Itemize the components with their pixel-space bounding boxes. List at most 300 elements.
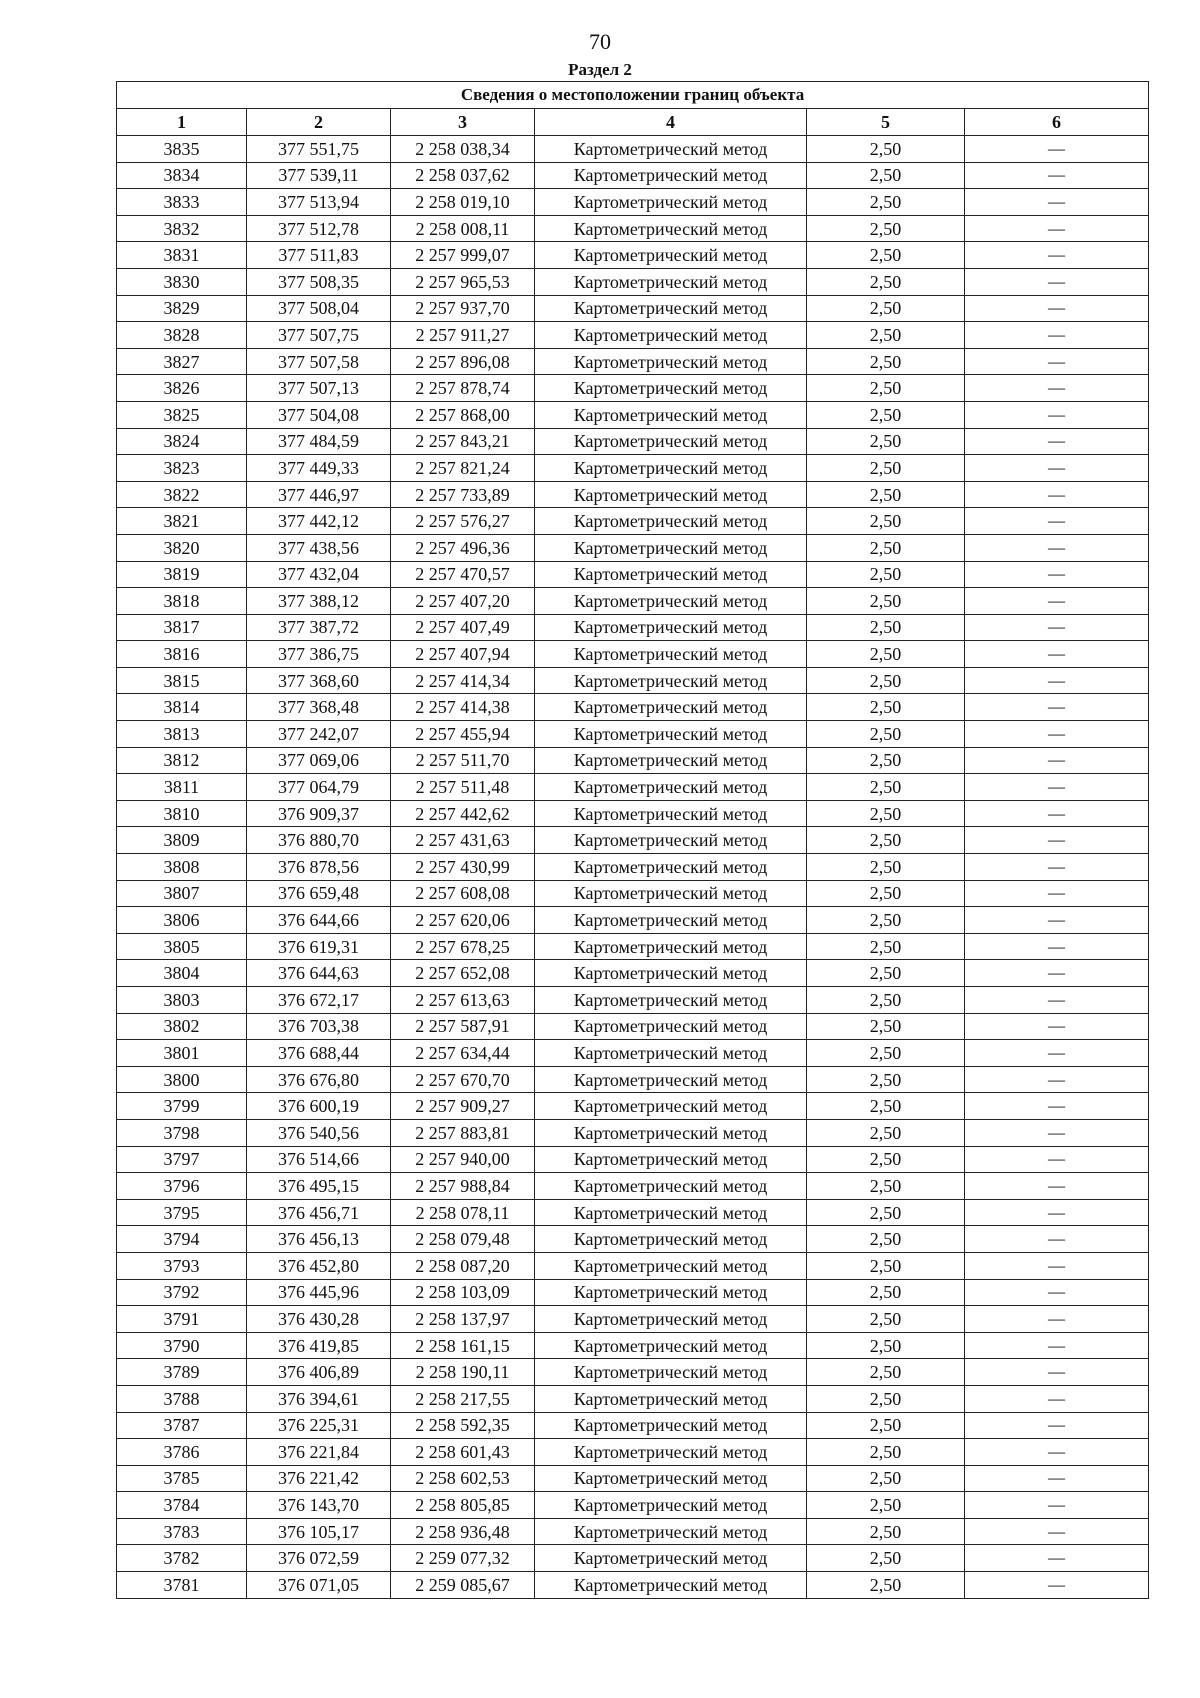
y-coordinate-cell: 2 257 678,25	[391, 933, 535, 960]
y-coordinate-cell: 2 257 937,70	[391, 295, 535, 322]
description-cell: —	[965, 189, 1149, 216]
point-number-cell: 3829	[117, 295, 247, 322]
accuracy-cell: 2,50	[807, 401, 965, 428]
method-cell: Картометрический метод	[535, 1332, 807, 1359]
x-coordinate-cell: 376 878,56	[247, 854, 391, 881]
y-coordinate-cell: 2 257 652,08	[391, 960, 535, 987]
y-coordinate-cell: 2 257 911,27	[391, 322, 535, 349]
accuracy-cell: 2,50	[807, 1279, 965, 1306]
table-row	[117, 721, 1149, 748]
method-cell: Картометрический метод	[535, 268, 807, 295]
point-number-cell: 3806	[117, 907, 247, 934]
description-cell: —	[965, 667, 1149, 694]
table-row	[117, 1146, 1149, 1173]
accuracy-cell: 2,50	[807, 960, 965, 987]
y-coordinate-cell: 2 258 161,15	[391, 1332, 535, 1359]
table-row	[117, 1545, 1149, 1572]
table-row	[117, 933, 1149, 960]
y-coordinate-cell: 2 257 733,89	[391, 481, 535, 508]
point-number-cell: 3830	[117, 268, 247, 295]
point-number-cell: 3809	[117, 827, 247, 854]
description-cell: —	[965, 1518, 1149, 1545]
accuracy-cell: 2,50	[807, 534, 965, 561]
point-number-cell: 3808	[117, 854, 247, 881]
x-coordinate-cell: 376 703,38	[247, 1013, 391, 1040]
y-coordinate-cell: 2 258 602,53	[391, 1465, 535, 1492]
x-coordinate-cell: 376 143,70	[247, 1492, 391, 1519]
y-coordinate-cell: 2 259 085,67	[391, 1572, 535, 1599]
x-coordinate-cell: 377 507,58	[247, 348, 391, 375]
point-number-cell: 3805	[117, 933, 247, 960]
accuracy-cell: 2,50	[807, 1465, 965, 1492]
x-coordinate-cell: 377 368,48	[247, 694, 391, 721]
method-cell: Картометрический метод	[535, 508, 807, 535]
accuracy-cell: 2,50	[807, 1066, 965, 1093]
table-row	[117, 614, 1149, 641]
accuracy-cell: 2,50	[807, 1439, 965, 1466]
x-coordinate-cell: 377 386,75	[247, 641, 391, 668]
method-cell: Картометрический метод	[535, 162, 807, 189]
table-row	[117, 1465, 1149, 1492]
y-coordinate-cell: 2 257 576,27	[391, 508, 535, 535]
table-row	[117, 1040, 1149, 1067]
table-row	[117, 588, 1149, 615]
description-cell: —	[965, 561, 1149, 588]
x-coordinate-cell: 377 242,07	[247, 721, 391, 748]
description-cell: —	[965, 588, 1149, 615]
y-coordinate-cell: 2 257 407,49	[391, 614, 535, 641]
method-cell: Картометрический метод	[535, 1066, 807, 1093]
y-coordinate-cell: 2 258 008,11	[391, 215, 535, 242]
method-cell: Картометрический метод	[535, 987, 807, 1014]
column-header: 4	[535, 109, 807, 136]
description-cell: —	[965, 1465, 1149, 1492]
table-row	[117, 534, 1149, 561]
point-number-cell: 3833	[117, 189, 247, 216]
description-cell: —	[965, 987, 1149, 1014]
method-cell: Картометрический метод	[535, 136, 807, 163]
point-number-cell: 3792	[117, 1279, 247, 1306]
table-row	[117, 1173, 1149, 1200]
method-cell: Картометрический метод	[535, 401, 807, 428]
y-coordinate-cell: 2 257 988,84	[391, 1173, 535, 1200]
method-cell: Картометрический метод	[535, 854, 807, 881]
accuracy-cell: 2,50	[807, 1040, 965, 1067]
point-number-cell: 3795	[117, 1199, 247, 1226]
accuracy-cell: 2,50	[807, 774, 965, 801]
method-cell: Картометрический метод	[535, 1306, 807, 1333]
y-coordinate-cell: 2 258 190,11	[391, 1359, 535, 1386]
description-cell: —	[965, 1439, 1149, 1466]
y-coordinate-cell: 2 257 511,70	[391, 747, 535, 774]
x-coordinate-cell: 376 430,28	[247, 1306, 391, 1333]
accuracy-cell: 2,50	[807, 694, 965, 721]
y-coordinate-cell: 2 257 999,07	[391, 242, 535, 269]
y-coordinate-cell: 2 257 430,99	[391, 854, 535, 881]
accuracy-cell: 2,50	[807, 268, 965, 295]
y-coordinate-cell: 2 257 587,91	[391, 1013, 535, 1040]
x-coordinate-cell: 377 508,35	[247, 268, 391, 295]
point-number-cell: 3785	[117, 1465, 247, 1492]
x-coordinate-cell: 377 069,06	[247, 747, 391, 774]
table-row	[117, 667, 1149, 694]
accuracy-cell: 2,50	[807, 1492, 965, 1519]
method-cell: Картометрический метод	[535, 1040, 807, 1067]
point-number-cell: 3827	[117, 348, 247, 375]
x-coordinate-cell: 376 540,56	[247, 1119, 391, 1146]
y-coordinate-cell: 2 258 137,97	[391, 1306, 535, 1333]
point-number-cell: 3793	[117, 1252, 247, 1279]
x-coordinate-cell: 376 514,66	[247, 1146, 391, 1173]
point-number-cell: 3798	[117, 1119, 247, 1146]
accuracy-cell: 2,50	[807, 1332, 965, 1359]
accuracy-cell: 2,50	[807, 641, 965, 668]
accuracy-cell: 2,50	[807, 800, 965, 827]
y-coordinate-cell: 2 257 843,21	[391, 428, 535, 455]
method-cell: Картометрический метод	[535, 1359, 807, 1386]
method-cell: Картометрический метод	[535, 1226, 807, 1253]
description-cell: —	[965, 641, 1149, 668]
table-caption: Сведения о местоположении границ объекта	[117, 82, 1149, 109]
description-cell: —	[965, 827, 1149, 854]
table-row	[117, 1199, 1149, 1226]
method-cell: Картометрический метод	[535, 747, 807, 774]
point-number-cell: 3823	[117, 455, 247, 482]
point-number-cell: 3781	[117, 1572, 247, 1599]
accuracy-cell: 2,50	[807, 721, 965, 748]
y-coordinate-cell: 2 257 909,27	[391, 1093, 535, 1120]
accuracy-cell: 2,50	[807, 481, 965, 508]
method-cell: Картометрический метод	[535, 667, 807, 694]
description-cell: —	[965, 1359, 1149, 1386]
y-coordinate-cell: 2 257 511,48	[391, 774, 535, 801]
y-coordinate-cell: 2 257 821,24	[391, 455, 535, 482]
x-coordinate-cell: 376 456,13	[247, 1226, 391, 1253]
y-coordinate-cell: 2 257 496,36	[391, 534, 535, 561]
accuracy-cell: 2,50	[807, 322, 965, 349]
point-number-cell: 3804	[117, 960, 247, 987]
table-row	[117, 694, 1149, 721]
y-coordinate-cell: 2 257 868,00	[391, 401, 535, 428]
point-number-cell: 3784	[117, 1492, 247, 1519]
column-header: 3	[391, 109, 535, 136]
table-row	[117, 348, 1149, 375]
x-coordinate-cell: 376 688,44	[247, 1040, 391, 1067]
table-row	[117, 1385, 1149, 1412]
accuracy-cell: 2,50	[807, 428, 965, 455]
point-number-cell: 3796	[117, 1173, 247, 1200]
table-row	[117, 1572, 1149, 1599]
description-cell: —	[965, 747, 1149, 774]
method-cell: Картометрический метод	[535, 348, 807, 375]
accuracy-cell: 2,50	[807, 295, 965, 322]
y-coordinate-cell: 2 258 592,35	[391, 1412, 535, 1439]
accuracy-cell: 2,50	[807, 136, 965, 163]
description-cell: —	[965, 1252, 1149, 1279]
y-coordinate-cell: 2 257 608,08	[391, 880, 535, 907]
method-cell: Картометрический метод	[535, 375, 807, 402]
description-cell: —	[965, 1279, 1149, 1306]
method-cell: Картометрический метод	[535, 614, 807, 641]
description-cell: —	[965, 694, 1149, 721]
method-cell: Картометрический метод	[535, 1146, 807, 1173]
description-cell: —	[965, 1040, 1149, 1067]
y-coordinate-cell: 2 257 470,57	[391, 561, 535, 588]
table-row	[117, 880, 1149, 907]
x-coordinate-cell: 377 446,97	[247, 481, 391, 508]
table-row	[117, 1439, 1149, 1466]
method-cell: Картометрический метод	[535, 1412, 807, 1439]
accuracy-cell: 2,50	[807, 1146, 965, 1173]
table-row	[117, 401, 1149, 428]
description-cell: —	[965, 268, 1149, 295]
description-cell: —	[965, 1492, 1149, 1519]
point-number-cell: 3812	[117, 747, 247, 774]
y-coordinate-cell: 2 257 414,38	[391, 694, 535, 721]
accuracy-cell: 2,50	[807, 614, 965, 641]
x-coordinate-cell: 377 432,04	[247, 561, 391, 588]
method-cell: Картометрический метод	[535, 1173, 807, 1200]
x-coordinate-cell: 377 438,56	[247, 534, 391, 561]
point-number-cell: 3825	[117, 401, 247, 428]
method-cell: Картометрический метод	[535, 721, 807, 748]
x-coordinate-cell: 377 387,72	[247, 614, 391, 641]
table-row	[117, 508, 1149, 535]
accuracy-cell: 2,50	[807, 1013, 965, 1040]
method-cell: Картометрический метод	[535, 880, 807, 907]
point-number-cell: 3807	[117, 880, 247, 907]
accuracy-cell: 2,50	[807, 1199, 965, 1226]
table-row	[117, 322, 1149, 349]
accuracy-cell: 2,50	[807, 1252, 965, 1279]
method-cell: Картометрический метод	[535, 774, 807, 801]
x-coordinate-cell: 377 539,11	[247, 162, 391, 189]
table-row	[117, 189, 1149, 216]
table-row	[117, 136, 1149, 163]
column-header: 6	[965, 109, 1149, 136]
table-row	[117, 162, 1149, 189]
x-coordinate-cell: 376 071,05	[247, 1572, 391, 1599]
method-cell: Картометрический метод	[535, 1199, 807, 1226]
column-header: 1	[117, 109, 247, 136]
table-row	[117, 1306, 1149, 1333]
table-row	[117, 295, 1149, 322]
x-coordinate-cell: 377 512,78	[247, 215, 391, 242]
point-number-cell: 3816	[117, 641, 247, 668]
y-coordinate-cell: 2 257 613,63	[391, 987, 535, 1014]
method-cell: Картометрический метод	[535, 215, 807, 242]
x-coordinate-cell: 376 105,17	[247, 1518, 391, 1545]
y-coordinate-cell: 2 258 936,48	[391, 1518, 535, 1545]
method-cell: Картометрический метод	[535, 907, 807, 934]
description-cell: —	[965, 1332, 1149, 1359]
x-coordinate-cell: 377 511,83	[247, 242, 391, 269]
accuracy-cell: 2,50	[807, 508, 965, 535]
x-coordinate-cell: 376 909,37	[247, 800, 391, 827]
point-number-cell: 3790	[117, 1332, 247, 1359]
y-coordinate-cell: 2 257 442,62	[391, 800, 535, 827]
y-coordinate-cell: 2 257 414,34	[391, 667, 535, 694]
description-cell: —	[965, 375, 1149, 402]
point-number-cell: 3835	[117, 136, 247, 163]
description-cell: —	[965, 880, 1149, 907]
table-row	[117, 800, 1149, 827]
y-coordinate-cell: 2 258 805,85	[391, 1492, 535, 1519]
y-coordinate-cell: 2 257 883,81	[391, 1119, 535, 1146]
x-coordinate-cell: 377 064,79	[247, 774, 391, 801]
method-cell: Картометрический метод	[535, 189, 807, 216]
method-cell: Картометрический метод	[535, 827, 807, 854]
point-number-cell: 3791	[117, 1306, 247, 1333]
x-coordinate-cell: 376 221,42	[247, 1465, 391, 1492]
accuracy-cell: 2,50	[807, 1412, 965, 1439]
description-cell: —	[965, 960, 1149, 987]
table-row	[117, 960, 1149, 987]
point-number-cell: 3787	[117, 1412, 247, 1439]
y-coordinate-cell: 2 258 038,34	[391, 136, 535, 163]
table-header-row	[117, 109, 1149, 136]
y-coordinate-cell: 2 258 601,43	[391, 1439, 535, 1466]
description-cell: —	[965, 1173, 1149, 1200]
y-coordinate-cell: 2 258 087,20	[391, 1252, 535, 1279]
method-cell: Картометрический метод	[535, 1518, 807, 1545]
x-coordinate-cell: 376 495,15	[247, 1173, 391, 1200]
accuracy-cell: 2,50	[807, 667, 965, 694]
point-number-cell: 3813	[117, 721, 247, 748]
x-coordinate-cell: 377 504,08	[247, 401, 391, 428]
table-row	[117, 1492, 1149, 1519]
table-row	[117, 455, 1149, 482]
y-coordinate-cell: 2 258 217,55	[391, 1385, 535, 1412]
y-coordinate-cell: 2 257 455,94	[391, 721, 535, 748]
accuracy-cell: 2,50	[807, 1226, 965, 1253]
method-cell: Картометрический метод	[535, 1439, 807, 1466]
description-cell: —	[965, 933, 1149, 960]
x-coordinate-cell: 376 452,80	[247, 1252, 391, 1279]
section-title: Раздел 2	[568, 60, 632, 79]
table-row	[117, 907, 1149, 934]
table-row	[117, 774, 1149, 801]
method-cell: Картометрический метод	[535, 1252, 807, 1279]
accuracy-cell: 2,50	[807, 907, 965, 934]
accuracy-cell: 2,50	[807, 215, 965, 242]
description-cell: —	[965, 1146, 1149, 1173]
description-cell: —	[965, 1093, 1149, 1120]
method-cell: Картометрический метод	[535, 1545, 807, 1572]
description-cell: —	[965, 455, 1149, 482]
accuracy-cell: 2,50	[807, 827, 965, 854]
column-header: 2	[247, 109, 391, 136]
method-cell: Картометрический метод	[535, 1385, 807, 1412]
point-number-cell: 3815	[117, 667, 247, 694]
description-cell: —	[965, 1013, 1149, 1040]
x-coordinate-cell: 376 676,80	[247, 1066, 391, 1093]
y-coordinate-cell: 2 259 077,32	[391, 1545, 535, 1572]
point-number-cell: 3834	[117, 162, 247, 189]
point-number-cell: 3817	[117, 614, 247, 641]
table-row	[117, 481, 1149, 508]
method-cell: Картометрический метод	[535, 1279, 807, 1306]
point-number-cell: 3810	[117, 800, 247, 827]
point-number-cell: 3811	[117, 774, 247, 801]
method-cell: Картометрический метод	[535, 1093, 807, 1120]
method-cell: Картометрический метод	[535, 1119, 807, 1146]
method-cell: Картометрический метод	[535, 561, 807, 588]
table-row	[117, 561, 1149, 588]
table-row	[117, 215, 1149, 242]
accuracy-cell: 2,50	[807, 1545, 965, 1572]
point-number-cell: 3826	[117, 375, 247, 402]
table-row	[117, 1252, 1149, 1279]
point-number-cell: 3822	[117, 481, 247, 508]
y-coordinate-cell: 2 257 940,00	[391, 1146, 535, 1173]
point-number-cell: 3801	[117, 1040, 247, 1067]
description-cell: —	[965, 1119, 1149, 1146]
method-cell: Картометрический метод	[535, 1465, 807, 1492]
point-number-cell: 3802	[117, 1013, 247, 1040]
x-coordinate-cell: 376 659,48	[247, 880, 391, 907]
table-row	[117, 1412, 1149, 1439]
accuracy-cell: 2,50	[807, 348, 965, 375]
method-cell: Картометрический метод	[535, 960, 807, 987]
point-number-cell: 3789	[117, 1359, 247, 1386]
x-coordinate-cell: 376 072,59	[247, 1545, 391, 1572]
method-cell: Картометрический метод	[535, 1492, 807, 1519]
y-coordinate-cell: 2 257 620,06	[391, 907, 535, 934]
table-row	[117, 854, 1149, 881]
accuracy-cell: 2,50	[807, 561, 965, 588]
x-coordinate-cell: 376 644,63	[247, 960, 391, 987]
column-header: 5	[807, 109, 965, 136]
table-row	[117, 268, 1149, 295]
description-cell: —	[965, 1545, 1149, 1572]
point-number-cell: 3824	[117, 428, 247, 455]
accuracy-cell: 2,50	[807, 854, 965, 881]
description-cell: —	[965, 1199, 1149, 1226]
x-coordinate-cell: 377 551,75	[247, 136, 391, 163]
x-coordinate-cell: 377 449,33	[247, 455, 391, 482]
x-coordinate-cell: 376 644,66	[247, 907, 391, 934]
x-coordinate-cell: 377 508,04	[247, 295, 391, 322]
x-coordinate-cell: 376 221,84	[247, 1439, 391, 1466]
description-cell: —	[965, 1306, 1149, 1333]
table-row	[117, 1359, 1149, 1386]
method-cell: Картометрический метод	[535, 800, 807, 827]
description-cell: —	[965, 1226, 1149, 1253]
table-row	[117, 827, 1149, 854]
x-coordinate-cell: 377 507,13	[247, 375, 391, 402]
method-cell: Картометрический метод	[535, 1013, 807, 1040]
table-row	[117, 375, 1149, 402]
method-cell: Картометрический метод	[535, 242, 807, 269]
description-cell: —	[965, 854, 1149, 881]
table-body	[117, 136, 1149, 1599]
accuracy-cell: 2,50	[807, 933, 965, 960]
point-number-cell: 3814	[117, 694, 247, 721]
description-cell: —	[965, 215, 1149, 242]
point-number-cell: 3820	[117, 534, 247, 561]
y-coordinate-cell: 2 257 407,94	[391, 641, 535, 668]
method-cell: Картометрический метод	[535, 455, 807, 482]
description-cell: —	[965, 1412, 1149, 1439]
method-cell: Картометрический метод	[535, 588, 807, 615]
description-cell: —	[965, 1066, 1149, 1093]
accuracy-cell: 2,50	[807, 1306, 965, 1333]
x-coordinate-cell: 377 388,12	[247, 588, 391, 615]
x-coordinate-cell: 376 419,85	[247, 1332, 391, 1359]
accuracy-cell: 2,50	[807, 455, 965, 482]
accuracy-cell: 2,50	[807, 189, 965, 216]
